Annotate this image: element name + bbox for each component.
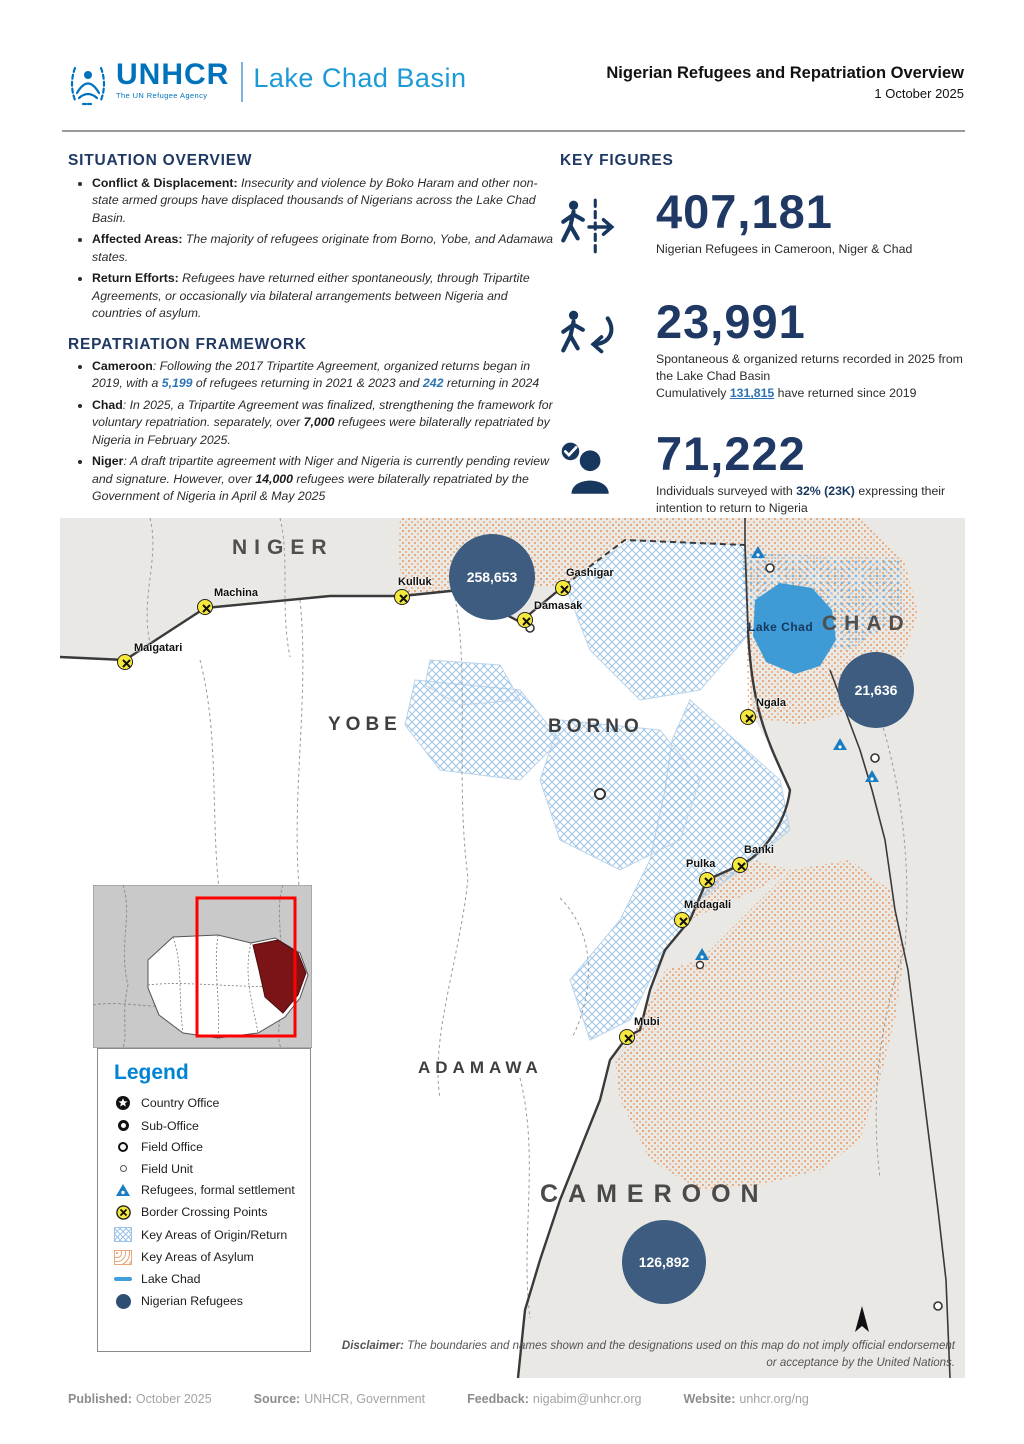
legend-label: Field Office <box>141 1140 203 1154</box>
border-crossing-label: Kulluk <box>398 576 432 588</box>
legend-label: Field Unit <box>141 1161 193 1176</box>
border-crossing-marker <box>394 589 410 605</box>
situation-overview-heading: SITUATION OVERVIEW <box>68 152 253 169</box>
repatriation-framework-list <box>76 358 554 510</box>
bullet-text: of refugees returning in 2021 & 2023 and <box>192 376 423 391</box>
page-title: Nigerian Refugees and Repatriation Overview <box>606 64 964 82</box>
stat-desc-line: Individuals surveyed with <box>656 484 797 498</box>
bullet-text: : A draft tripartite agreement with Niger and Nigeria is currently pending review and signature. However, over <box>92 454 550 486</box>
bullet-cameroon <box>92 358 554 393</box>
border-crossing-label: Ngala <box>756 697 786 709</box>
stat-value: 23,991 <box>656 295 806 348</box>
highlight-number: 5,199 <box>161 376 193 391</box>
bullet-niger <box>92 453 554 505</box>
bullet-affected-areas <box>92 231 554 266</box>
border-crossing-marker <box>619 1029 635 1045</box>
legend-settlement <box>114 1183 310 1197</box>
footer-label: Source: <box>253 1392 301 1406</box>
refugee-circle-cameroon: 126,892 <box>622 1220 706 1304</box>
asylum-swatch <box>114 1250 132 1265</box>
key-figures-heading: KEY FIGURES <box>560 152 674 169</box>
border-crossing-marker <box>197 599 213 615</box>
bullet-return-efforts <box>92 270 554 322</box>
nigerian-refugees-icon <box>114 1294 132 1309</box>
borno-label: BORNO <box>548 716 644 737</box>
disclaimer-text: The boundaries and names shown and the designations used on this map do not imply official endorsement or acceptance by the United Nations. <box>403 1340 955 1370</box>
legend-label: Lake Chad <box>141 1272 201 1286</box>
legend-label: Refugees, formal settlement <box>141 1183 295 1197</box>
map-legend <box>97 1048 311 1352</box>
border-crossing-label: Mubi <box>634 1016 660 1028</box>
legend-sub-office <box>114 1119 310 1133</box>
footer-label: Published: <box>68 1392 132 1406</box>
border-crossing-marker <box>732 857 748 873</box>
border-crossing-label: Maigatari <box>134 642 183 654</box>
page-footer <box>68 1392 809 1406</box>
border-crossing-label: Madagali <box>684 899 732 911</box>
bullet-text: : In 2025, a Tripartite Agreement was finalized, strengthening the framework for voluntary repatriation. separately, over <box>92 397 553 430</box>
lake-chad-label: Lake Chad <box>748 620 814 634</box>
unhcr-emblem-icon <box>66 60 110 110</box>
refugee-circle-niger: 258,653 <box>449 534 535 620</box>
stat-desc-line: have returned since 2019 <box>774 386 917 401</box>
legend-field-office <box>114 1140 310 1154</box>
settlement-icon <box>114 1183 132 1197</box>
legend-lake-chad <box>114 1272 310 1286</box>
stat-value: 407,181 <box>656 185 833 238</box>
origin-return-swatch <box>114 1227 132 1242</box>
footer-feedback <box>467 1392 641 1406</box>
bullet-label: Cameroon <box>92 359 153 373</box>
stat-desc-line: Spontaneous & organized returns recorded in 2025 from the Lake Chad Basin <box>656 352 963 384</box>
border-crossing-marker <box>740 709 756 725</box>
disclaimer-label: Disclaimer: <box>341 1340 404 1352</box>
bullet-label: Chad <box>92 397 123 412</box>
legend-asylum <box>114 1250 310 1265</box>
stat-refugees <box>556 185 972 258</box>
bullet-text: returning in 2024 <box>443 376 540 391</box>
bullet-text: refugees were bilaterally repatriated by the Government of Nigeria in April & May 2025 <box>92 471 529 504</box>
border-crossing-marker <box>117 654 133 670</box>
bullet-text: : Following the 2017 Tripartite Agreement, organized returns began in 2019, with a <box>92 359 531 391</box>
header-divider <box>62 130 965 132</box>
intent-percentage: 32% (23K) <box>796 484 855 498</box>
stat-desc-line: Cumulatively <box>656 386 730 401</box>
footer-label: Website: <box>683 1392 736 1406</box>
niger-label: NIGER <box>232 536 334 559</box>
bullet-label: Return Efforts: <box>92 271 179 286</box>
logo-text <box>116 60 229 100</box>
adamawa-label: ADAMAWA <box>418 1058 543 1077</box>
footer-label: Feedback: <box>467 1392 529 1406</box>
border-crossing-marker <box>674 912 690 928</box>
lake-chad-swatch <box>114 1277 132 1281</box>
bullet-label: Affected Areas: <box>92 232 183 247</box>
legend-label: Sub-Office <box>141 1118 199 1133</box>
border-crossing-label: Pulka <box>686 858 716 870</box>
stat-value: 71,222 <box>656 427 806 480</box>
border-crossing-marker <box>555 580 571 596</box>
stat-body <box>656 185 972 258</box>
stat-body <box>656 427 972 517</box>
logo-divider <box>241 62 243 102</box>
yobe-label: YOBE <box>328 714 402 735</box>
bullet-text: The majority of refugees originate from Borno, Yobe, and Adamawa states. <box>92 232 553 264</box>
logo-tagline: The UN Refugee Agency <box>116 91 208 100</box>
footer-published <box>68 1392 212 1406</box>
field-unit-icon <box>114 1165 132 1172</box>
bullet-text: Insecurity and violence by Boko Haram and other non-state armed groups have displaced thousands of Nigerians across the Lake Chad Basin. <box>92 176 538 225</box>
bullet-text: Refugees have returned either spontaneously, through Tripartite Agreements, or occasionally via bilateral arrangements between Nigeria and countries of asylum. <box>92 271 530 321</box>
stat-description: Nigerian Refugees in Cameroon, Niger & Chad <box>656 242 913 256</box>
chad-label: CHAD <box>822 612 911 635</box>
stat-returns <box>556 295 972 403</box>
bullet-text: refugees were bilaterally repatriated by Nigeria in February 2025. <box>92 415 550 447</box>
stat-description <box>656 351 972 403</box>
nigeria-inset-map <box>93 885 312 1048</box>
highlight-number: 14,000 <box>255 471 293 486</box>
field-office-icon <box>114 1142 132 1152</box>
highlight-number: 242 <box>422 376 444 391</box>
bullet-conflict-displacement <box>92 175 554 227</box>
footer-value: UNHCR, Government <box>304 1392 426 1406</box>
website-link[interactable]: unhcr.org/ng <box>739 1392 809 1406</box>
document-title-block <box>606 64 964 101</box>
repatriation-framework-heading: REPATRIATION FRAMEWORK <box>68 336 307 353</box>
cumulative-returns-link[interactable]: 131,815 <box>729 386 775 401</box>
footer-value: October 2025 <box>135 1392 212 1406</box>
legend-nigerian-refugees <box>114 1294 310 1309</box>
highlight-number: 7,000 <box>303 415 335 430</box>
situation-overview-list <box>76 175 554 327</box>
footer-website <box>684 1392 809 1406</box>
legend-label: Key Areas of Origin/Return <box>141 1227 288 1242</box>
refugee-crossing-icon <box>556 196 618 258</box>
legend-label: Key Areas of Asylum <box>141 1250 254 1264</box>
border-crossing-label: Damasak <box>534 600 583 612</box>
legend-items <box>114 1095 310 1309</box>
legend-border-crossing <box>114 1205 310 1220</box>
border-crossing-icon <box>114 1205 132 1220</box>
legend-field-unit <box>114 1162 310 1176</box>
logo-subtitle: Lake Chad Basin <box>253 63 467 93</box>
legend-label: Border Crossing Points <box>141 1205 268 1219</box>
border-crossing-label: Gashigar <box>566 567 614 579</box>
country-office-icon <box>114 1095 132 1111</box>
bullet-chad <box>92 397 554 449</box>
refugee-circle-chad: 21,636 <box>838 652 914 728</box>
stat-description <box>656 483 972 517</box>
sub-office-icon <box>114 1120 132 1131</box>
border-crossing-label: Machina <box>214 587 259 599</box>
legend-title: Legend <box>114 1061 189 1084</box>
legend-label: Country Office <box>141 1096 220 1110</box>
bullet-label: Niger <box>92 454 124 469</box>
surveyed-person-icon <box>556 438 618 500</box>
feedback-email-link[interactable]: nigabim@unhcr.org <box>532 1392 642 1406</box>
page-date: 1 October 2025 <box>874 86 964 101</box>
map-disclaimer <box>330 1338 955 1373</box>
legend-label: Nigerian Refugees <box>141 1294 243 1308</box>
stat-body <box>656 295 972 403</box>
border-crossing-marker <box>517 612 533 628</box>
bullet-label: Conflict & Displacement: <box>92 176 238 190</box>
cameroon-label: CAMEROON <box>540 1180 769 1208</box>
logo-wordmark: UNHCR <box>116 58 230 91</box>
stat-surveyed <box>556 427 972 517</box>
legend-origin-return <box>114 1227 310 1242</box>
stat-desc-line: expressing their intention to return to Nigeria <box>656 484 946 516</box>
return-person-icon <box>556 306 618 368</box>
border-crossing-label: Banki <box>744 844 774 856</box>
legend-country-office <box>114 1095 310 1111</box>
footer-source <box>254 1392 425 1406</box>
unhcr-logo <box>66 60 466 110</box>
border-crossing-marker <box>699 872 715 888</box>
